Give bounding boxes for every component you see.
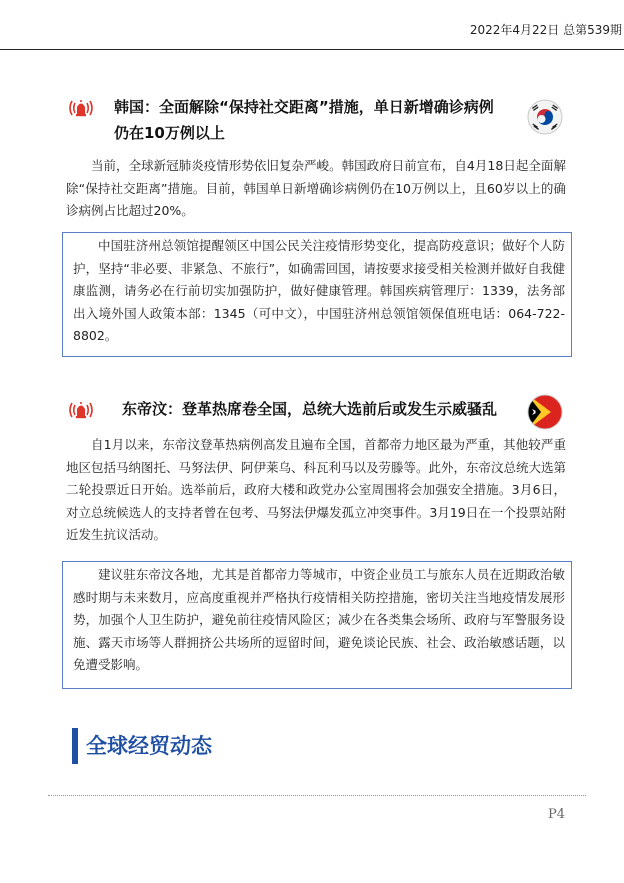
article-body: 自1月以来，东帝汶登革热病例高发且遍布全国，首都帝力地区最为严重，其他较严重地区包括马纳图托、马努法伊、阿伊莱乌、科瓦利马以及劳滕等。此外，东帝汶总统大选第二轮投票近日开始。选举前后，政府大楼和政党办公室周围将会加强安全措施。3月6日，对立总统候选人的支持者曾在包考、马努法伊爆发孤立冲突事件。3月19日在一个投票站附近发生抗议活动。 — [66, 437, 567, 542]
page-number: P4 — [548, 807, 566, 822]
header-rule — [0, 49, 624, 50]
article-title: 东帝汶：登革热席卷全国，总统大选前后或发生示威骚乱 — [122, 400, 498, 418]
advisory-box — [62, 232, 572, 357]
article-body: 当前，全球新冠肺炎疫情形势依旧复杂严峻。韩国政府日前宣布，自4月18日起全面解除“保持社交距离”措施。目前，韩国单日新增确诊病例仍在10万例以上，且60岁以上的确诊病例占比超过20%。 — [66, 158, 566, 218]
south-korea-flag-icon — [527, 99, 563, 135]
section-accent-bar — [72, 728, 78, 764]
section-title: 全球经贸动态 — [86, 734, 212, 758]
advisory-text: 中国驻济州总领馆提醒领区中国公民关注疫情形势变化，提高防疫意识；做好个人防护，坚持“非必要、非紧急、不旅行”，如确需回国，请按要求接受相关检测并做好自我健康监测，请务必在行前切实加强防护，做好健康管理。韩国疾病管理厅：1339，法务部出入境外国人政策本部：1345（可中文），中国驻济州总领馆领保值班电话：064-722-8802。 — [73, 238, 565, 343]
issue-date-header: 2022年4月22日 总第539期 — [469, 23, 622, 37]
alarm-bell-icon — [66, 97, 96, 119]
alarm-bell-icon — [66, 399, 96, 421]
advisory-text: 建议驻东帝汶各地，尤其是首都帝力等城市，中资企业员工与旅东人员在近期政治敏感时期与未来数月，应高度重视并严格执行疫情相关防控措施，密切关注当地疫情发展形势，加强个人卫生防护，避免前往疫情风险区；减少在各类集会场所、政府与军警服务设施、露天市场等人群拥挤公共场所的逗留时间，避免谈论民族、社会、政治敏感话题，以免遭受影响。 — [73, 567, 565, 672]
article-title: 韩国：全面解除“保持社交距离”措施，单日新增确诊病例仍在10万例以上 — [114, 98, 494, 142]
advisory-box — [62, 561, 572, 689]
timor-leste-flag-icon — [527, 394, 563, 430]
footer-rule — [48, 795, 586, 796]
